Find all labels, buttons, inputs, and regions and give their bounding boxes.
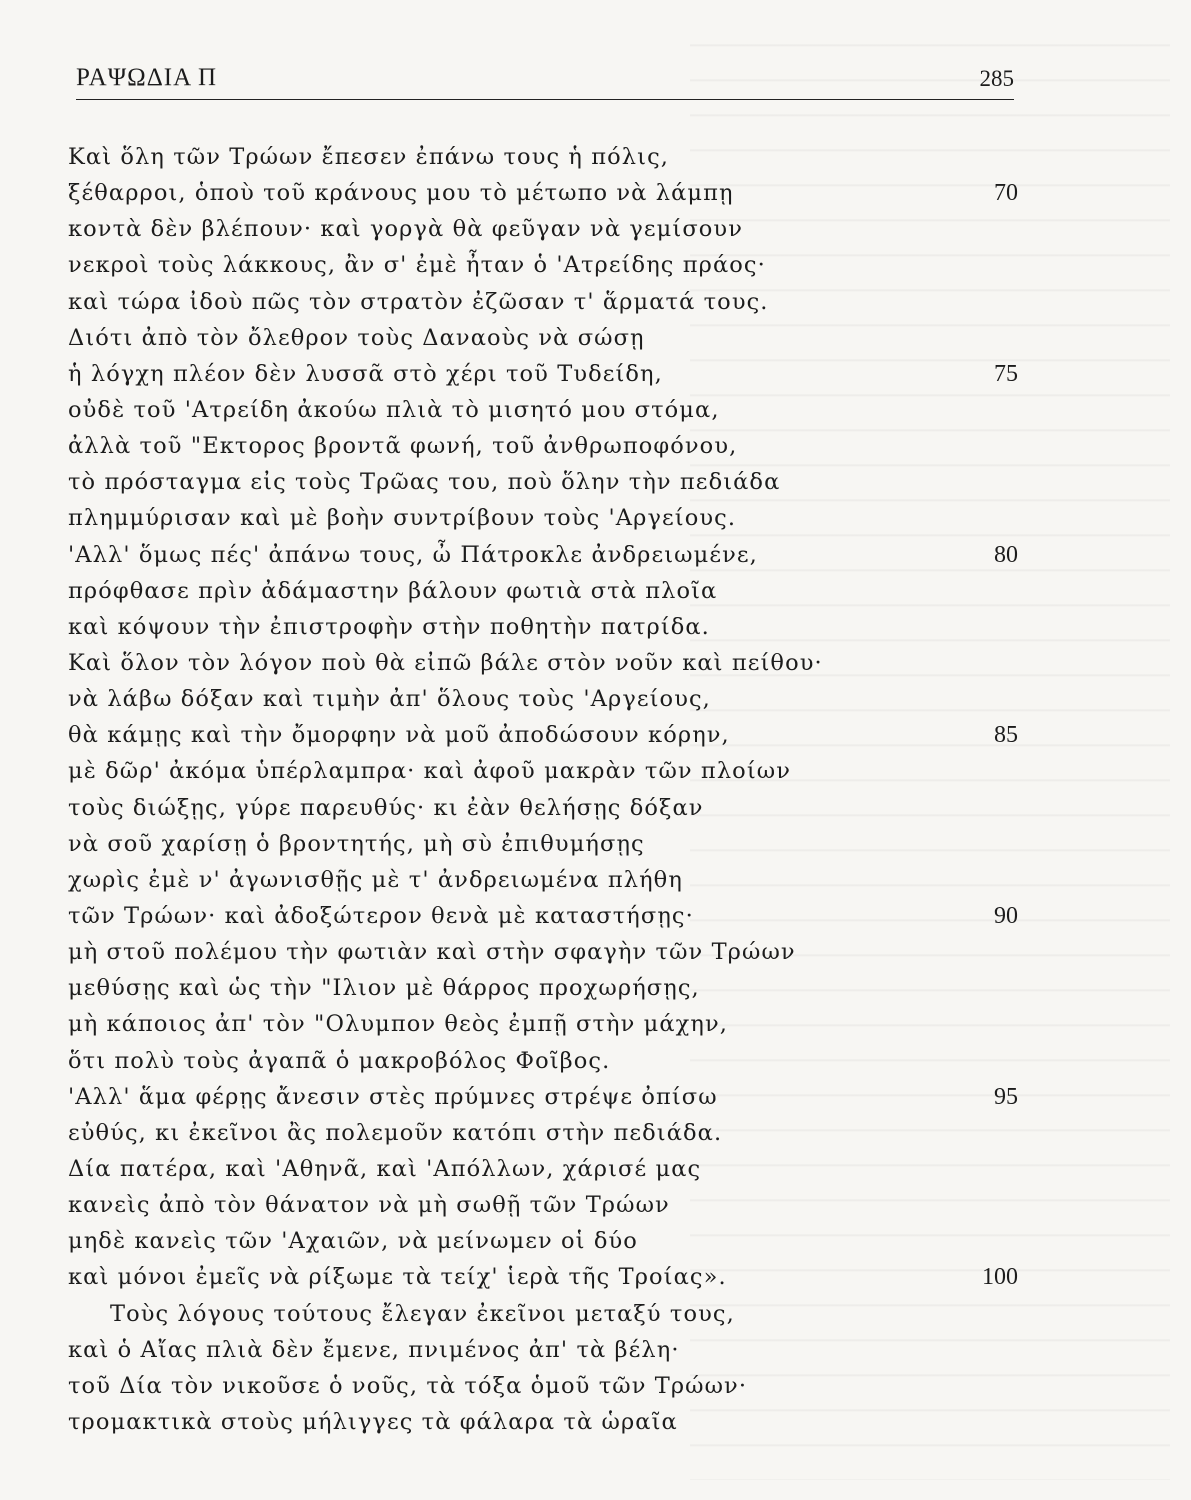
verse-text: ἀλλὰ τοῦ "Εκτορος βροντᾶ φωνή, τοῦ ἀνθρωποφόνου, bbox=[68, 433, 738, 460]
line-number: 90 bbox=[994, 902, 1018, 929]
line-number: 85 bbox=[994, 722, 1018, 749]
verse-line bbox=[68, 645, 1018, 681]
verse-text: τρομακτικὰ στοὺς μήλιγγες τὰ φάλαρα τὰ ὡραῖα bbox=[68, 1408, 678, 1435]
verse-line bbox=[68, 211, 1018, 247]
verse-text: 'Αλλ' ἅμα φέρῃς ἄνεσιν στὲς πρύμνες στρέψε ὀπίσω bbox=[68, 1083, 718, 1110]
verse-text: ἡ λόγχη πλέον δὲν λυσσᾶ στὸ χέρι τοῦ Τυδείδη, bbox=[68, 360, 663, 387]
verse-text: νὰ σοῦ χαρίσῃ ὁ βροντητής, μὴ σὺ ἐπιθυμήσῃς bbox=[68, 830, 645, 857]
verse-text: τῶν Τρώων· καὶ ἀδοξώτερον θενὰ μὲ καταστήσῃς· bbox=[68, 902, 694, 929]
verse-line bbox=[68, 1296, 1018, 1332]
verse-text: τὸ πρόσταγμα εἰς τοὺς Τρῶας του, ποὺ ὅλην τὴν πεδιάδα bbox=[68, 469, 781, 496]
verse-text: κανεὶς ἀπὸ τὸν θάνατον νὰ μὴ σωθῇ τῶν Τρώων bbox=[68, 1192, 670, 1219]
verse-line bbox=[68, 681, 1018, 717]
verse-line bbox=[68, 356, 1018, 392]
verse-line bbox=[68, 609, 1018, 645]
verse-text: οὐδὲ τοῦ 'Ατρείδη ἀκούω πλιὰ τὸ μισητό μου στόμα, bbox=[68, 396, 720, 423]
verse-line bbox=[68, 934, 1018, 970]
verse-text: καὶ ὁ Αἴας πλιὰ δὲν ἔμενε, πνιμένος ἀπ' τὰ βέλη· bbox=[68, 1336, 680, 1363]
verse-block bbox=[68, 139, 1018, 1440]
header-rule bbox=[76, 99, 1014, 100]
verse-line bbox=[68, 284, 1018, 320]
verse-text: Καὶ ὅλη τῶν Τρώων ἔπεσεν ἐπάνω τους ἡ πόλις, bbox=[68, 144, 670, 170]
verse-line bbox=[68, 1368, 1018, 1404]
line-number: 70 bbox=[994, 180, 1018, 207]
verse-text: πλημμύρισαν καὶ μὲ βοὴν συντρίβουν τοὺς 'Αργείους. bbox=[68, 505, 737, 532]
verse-line bbox=[68, 1151, 1018, 1187]
verse-line bbox=[68, 1223, 1018, 1259]
verse-text: μεθύσῃς καὶ ὡς τὴν "Ιλιον μὲ θάρρος προχωρήσῃς, bbox=[68, 975, 700, 1002]
verse-line bbox=[68, 1006, 1018, 1042]
verse-text: μὲ δῶρ' ἀκόμα ὑπέρλαμπρα· καὶ ἀφοῦ μακρὰν τῶν πλοίων bbox=[68, 758, 791, 785]
line-number: 80 bbox=[994, 541, 1018, 568]
verse-text: Καὶ ὅλον τὸν λόγον ποὺ θὰ εἰπῶ βάλε στὸν νοῦν καὶ πείθου· bbox=[68, 649, 823, 676]
line-number: 75 bbox=[994, 360, 1018, 387]
verse-line bbox=[68, 1115, 1018, 1151]
verse-text: ὅτι πολὺ τοὺς ἀγαπᾶ ὁ μακροβόλος Φοῖβος. bbox=[68, 1047, 611, 1074]
verse-text: Δία πατέρα, καὶ 'Αθηνᾶ, καὶ 'Απόλλων, χάρισέ μας bbox=[68, 1155, 702, 1182]
verse-text: Τοὺς λόγους τούτους ἔλεγαν ἐκεῖνοι μεταξύ τους, bbox=[110, 1300, 735, 1327]
line-number: 100 bbox=[982, 1264, 1018, 1291]
verse-line bbox=[68, 753, 1018, 789]
verse-line bbox=[68, 537, 1018, 573]
verse-line bbox=[68, 573, 1018, 609]
verse-line bbox=[68, 898, 1018, 934]
verse-text: θὰ κάμῃς καὶ τὴν ὄμορφην νὰ μοῦ ἀποδώσουν κόρην, bbox=[68, 722, 730, 749]
line-number: 95 bbox=[994, 1083, 1018, 1110]
verse-line bbox=[68, 1043, 1018, 1079]
verse-text: καὶ κόψουν τὴν ἐπιστροφὴν στὴν ποθητὴν πατρίδα. bbox=[68, 613, 710, 640]
verse-text: μὴ κάποιος ἀπ' τὸν "Ολυμπον θεὸς ἐμπῇ στὴν μάχην, bbox=[68, 1011, 729, 1038]
verse-text: τοὺς διώξῃς, γύρε παρευθύς· κι ἐὰν θελήσῃς δόξαν bbox=[68, 794, 704, 821]
verse-line bbox=[68, 500, 1018, 536]
verse-text: χωρὶς ἐμὲ ν' ἀγωνισθῇς μὲ τ' ἀνδρειωμένα πλήθη bbox=[68, 866, 683, 893]
verse-line bbox=[68, 320, 1018, 356]
verse-text: κοντὰ δὲν βλέπουν· καὶ γοργὰ θὰ φεῦγαν νὰ γεμίσουν bbox=[68, 216, 743, 243]
verse-line bbox=[68, 1404, 1018, 1440]
verse-line bbox=[68, 175, 1018, 211]
verse-line bbox=[68, 970, 1018, 1006]
verse-text: Διότι ἀπὸ τὸν ὄλεθρον τοὺς Δαναοὺς νὰ σώσῃ bbox=[68, 324, 645, 351]
verse-text: μὴ στοῦ πολέμου τὴν φωτιὰν καὶ στὴν σφαγὴν τῶν Τρώων bbox=[68, 939, 796, 966]
page-number: 285 bbox=[979, 66, 1014, 91]
page-header bbox=[76, 64, 1014, 96]
verse-line bbox=[68, 717, 1018, 753]
verse-text: καὶ τώρα ἰδοὺ πῶς τὸν στρατὸν ἐζῶσαν τ' ἅρματά τους. bbox=[68, 288, 769, 315]
verse-line bbox=[68, 392, 1018, 428]
verse-line bbox=[68, 1259, 1018, 1295]
verse-text: εὐθύς, κι ἐκεῖνοι ἂς πολεμοῦν κατόπι στὴν πεδιάδα. bbox=[68, 1119, 723, 1146]
verse-text: 'Αλλ' ὅμως πές' ἀπάνω τους, ὦ Πάτροκλε ἀνδρειωμένε, bbox=[68, 541, 758, 568]
verse-line bbox=[68, 428, 1018, 464]
verse-line bbox=[68, 826, 1018, 862]
verse-line bbox=[68, 790, 1018, 826]
running-title: ΡΑΨΩΔΙΑ Π bbox=[76, 64, 218, 91]
verse-text: καὶ μόνοι ἐμεῖς νὰ ρίξωμε τὰ τείχ' ἱερὰ τῆς Τροίας». bbox=[68, 1264, 727, 1291]
verse-text: νεκροὶ τοὺς λάκκους, ἂν σ' ἐμὲ ἦταν ὁ 'Ατρείδης πράος· bbox=[68, 252, 766, 279]
verse-text: τοῦ Δία τὸν νικοῦσε ὁ νοῦς, τὰ τόξα ὁμοῦ τῶν Τρώων· bbox=[68, 1372, 748, 1399]
verse-line bbox=[68, 247, 1018, 283]
verse-line bbox=[68, 862, 1018, 898]
verse-text: μηδὲ κανεὶς τῶν 'Αχαιῶν, νὰ μείνωμεν οἱ δύο bbox=[68, 1228, 638, 1255]
verse-line bbox=[68, 1332, 1018, 1368]
verse-line bbox=[68, 1079, 1018, 1115]
verse-line bbox=[68, 464, 1018, 500]
verse-text: νὰ λάβω δόξαν καὶ τιμὴν ἀπ' ὅλους τοὺς 'Αργείους, bbox=[68, 686, 711, 713]
verse-line bbox=[68, 139, 1018, 175]
verse-text: πρόφθασε πρὶν ἀδάμαστην βάλουν φωτιὰ στὰ πλοῖα bbox=[68, 577, 718, 604]
verse-text: ξέθαρροι, ὁποὺ τοῦ κράνους μου τὸ μέτωπο νὰ λάμπῃ bbox=[68, 180, 734, 207]
verse-line bbox=[68, 1187, 1018, 1223]
